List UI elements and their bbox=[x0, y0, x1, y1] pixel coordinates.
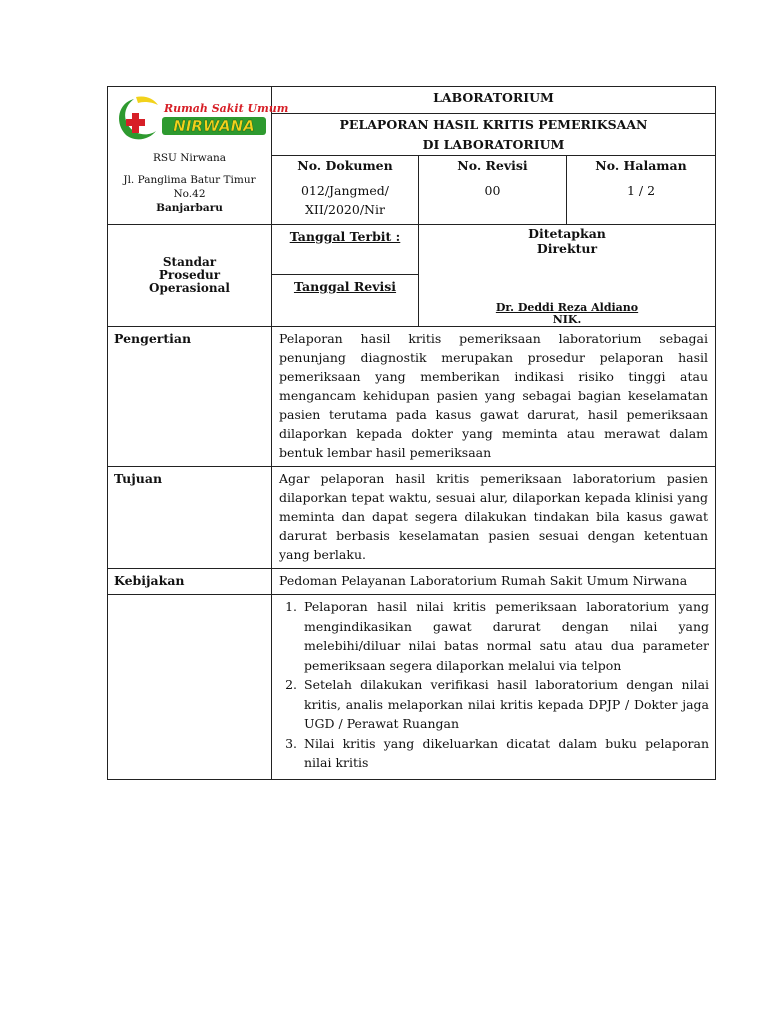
pengertian-text: Pelaporan hasil kritis pemeriksaan laboratorium sebagai penunjang diagnostik merupakan prosedur pelaporan hasil pemeriksaan yang memberikan indikasi risiko tinggi atau mengancam kehidupan pasien yang sebagai bagian keselamatan pasien terutama pada kasus gawat darurat, hasil pemeriksaan dilaporkan kepada dokter yang meminta atau merawat dalam bentuk lembar hasil pemeriksaan bbox=[272, 327, 716, 467]
document-title-line2: DI LABORATORIUM bbox=[422, 137, 565, 152]
procedure-item: 2. Setelah dilakukan verifikasi hasil laboratorium dengan nilai kritis, analis melaporkan nilai kritis kepada DPJP / Dokter jaga UGD / Perawat Ruangan bbox=[301, 675, 709, 734]
hospital-header-cell bbox=[108, 87, 289, 225]
hospital-address-line1: Jl. Panglima Batur Timur bbox=[123, 174, 256, 186]
pengertian-label: Pengertian bbox=[108, 327, 272, 467]
sop-label-line3: Operasional bbox=[149, 281, 230, 295]
hospital-address-line2: No.42 bbox=[173, 188, 206, 200]
sop-label-cell bbox=[108, 225, 272, 327]
director-name: Dr. Deddi Reza Aldiano bbox=[495, 301, 639, 314]
no-dokumen-label: No. Dokumen bbox=[297, 158, 393, 173]
procedure-list bbox=[272, 597, 715, 779]
no-halaman-value: 1 / 2 bbox=[626, 183, 656, 198]
logo-yellow-arc bbox=[136, 96, 158, 105]
logo-red-cross-h bbox=[126, 119, 145, 126]
tanggal-revisi-cell bbox=[272, 275, 419, 327]
no-halaman-cell bbox=[567, 156, 716, 225]
logo-text-line2: NIRWANA bbox=[173, 117, 255, 135]
procedure-label-empty bbox=[108, 595, 272, 780]
kebijakan-label: Kebijakan bbox=[108, 569, 272, 595]
no-revisi-label: No. Revisi bbox=[457, 158, 528, 173]
hospital-name: RSU Nirwana bbox=[152, 152, 227, 164]
tanggal-terbit-cell bbox=[272, 225, 419, 275]
hospital-city: Banjarbaru bbox=[156, 202, 223, 214]
department-title: LABORATORIUM bbox=[272, 87, 716, 114]
no-revisi-cell bbox=[419, 156, 567, 225]
tujuan-label: Tujuan bbox=[108, 467, 272, 569]
tanggal-revisi-label: Tanggal Revisi bbox=[293, 279, 397, 294]
tanggal-terbit-label: Tanggal Terbit : bbox=[289, 229, 401, 244]
sop-label-line2: Prosedur bbox=[158, 268, 221, 282]
procedure-cell bbox=[272, 595, 716, 780]
ditetapkan-line2: Direktur bbox=[536, 241, 598, 256]
ditetapkan-line1: Ditetapkan bbox=[528, 226, 606, 241]
no-dokumen-cell bbox=[272, 156, 419, 225]
document-title-line1: PELAPORAN HASIL KRITIS PEMERIKSAAN bbox=[339, 117, 648, 132]
no-revisi-value: 00 bbox=[484, 183, 501, 198]
document-title-cell bbox=[272, 114, 716, 156]
logo-text-line1: Rumah Sakit Umum bbox=[164, 102, 289, 115]
no-dokumen-value-line1: 012/Jangmed/ bbox=[300, 183, 390, 198]
signature-block bbox=[419, 302, 715, 326]
tujuan-text: Agar pelaporan hasil kritis pemeriksaan laboratorium pasien dilaporkan tepat waktu, sesuai alur, dilaporkan kepada klinisi yang meminta dan dapat segera dilakukan tindakan bila kasus gawat darurat berbasis keselamatan pasien sesuai dengan ketentuan yang berlaku. bbox=[272, 467, 716, 569]
no-halaman-label: No. Halaman bbox=[595, 158, 687, 173]
no-dokumen-value-line2: XII/2020/Nir bbox=[305, 202, 385, 217]
procedure-item: 1. Pelaporan hasil nilai kritis pemeriksaan laboratorium yang mengindikasikan gawat darurat dengan nilai yang melebihi/diluar nilai batas normal satu atau dua parameter pemeriksaan segera dilaporkan melalui via telpon bbox=[301, 597, 709, 675]
hospital-logo bbox=[112, 93, 289, 145]
nik-label: NIK. bbox=[552, 313, 582, 326]
kebijakan-text: Pedoman Pelayanan Laboratorium Rumah Sakit Umum Nirwana bbox=[272, 569, 716, 595]
approval-cell bbox=[419, 225, 716, 327]
sop-label-line1: Standar bbox=[162, 255, 217, 269]
procedure-item: 3. Nilai kritis yang dikeluarkan dicatat dalam buku pelaporan nilai kritis bbox=[301, 734, 709, 773]
sop-document-table bbox=[107, 86, 716, 780]
